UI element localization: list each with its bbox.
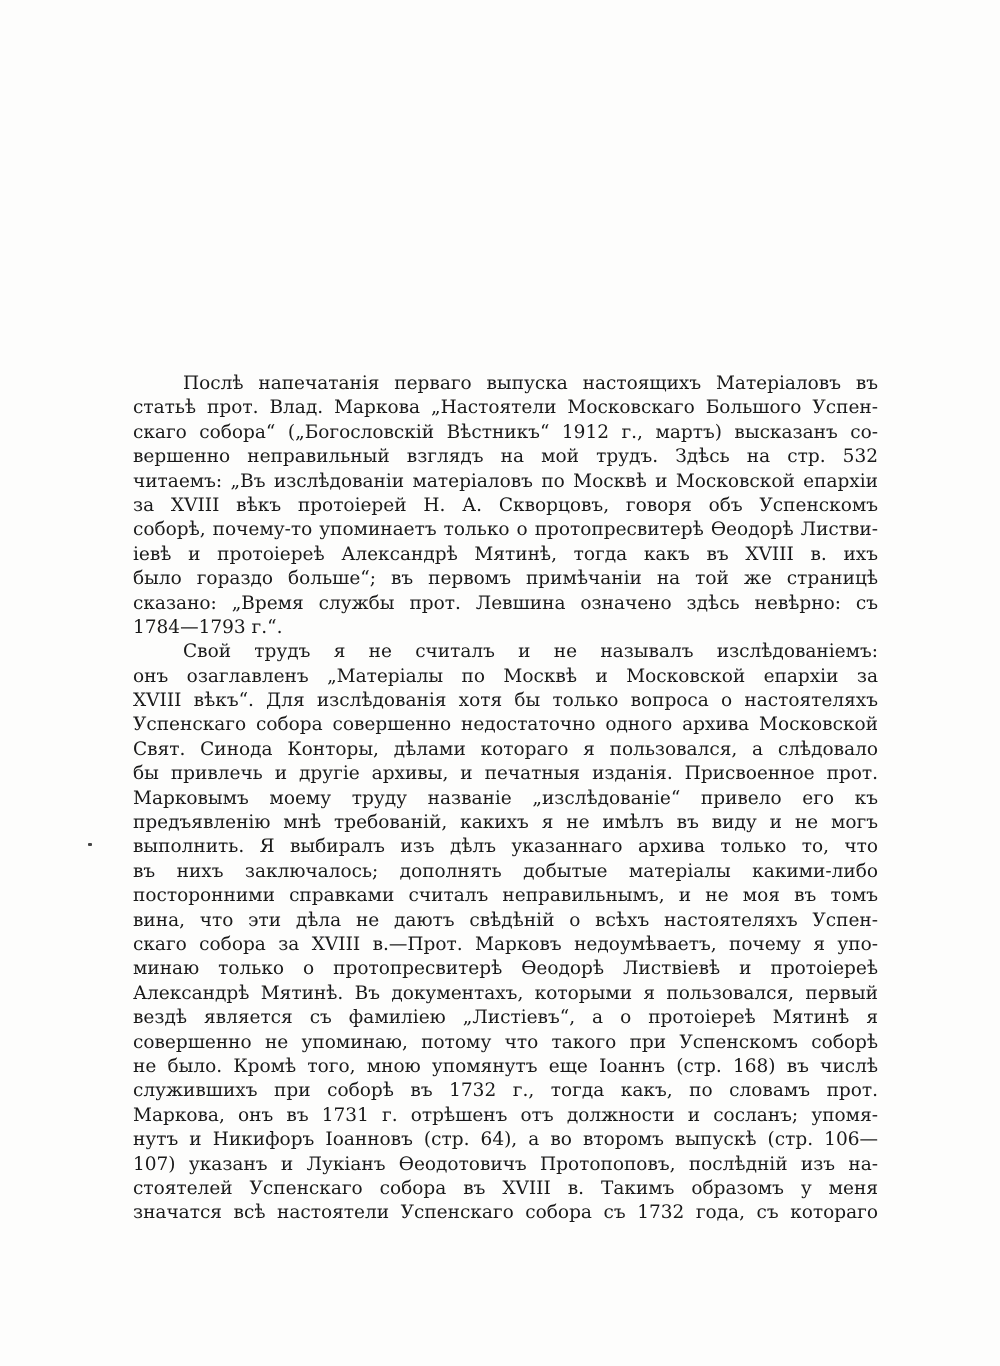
text-line: статьѣ прот. Влад. Маркова „Настоятели Московскаго Большого Успен- xyxy=(133,397,878,419)
text-line: было гораздо больше“; въ первомъ примѣчаніи на той же страницѣ xyxy=(133,568,878,590)
paragraph-1 xyxy=(133,372,878,640)
text-line: сказано: „Время службы прот. Левшина означено здѣсь невѣрно: съ xyxy=(133,592,878,614)
text-line: Марковымъ моему труду названіе „изслѣдованіе“ привело его къ xyxy=(133,787,878,809)
text-line: за XVIII вѣкъ протоіерей Н. А. Скворцовъ, говоря объ Успенскомъ xyxy=(133,494,878,516)
text-line: 1784—1793 г.“. xyxy=(133,616,283,638)
text-line: служившихъ при соборѣ въ 1732 г., тогда какъ, по словамъ прот. xyxy=(133,1080,878,1102)
text-line: нутъ и Никифоръ Іоанновъ (стр. 64), а во второмъ выпускѣ (стр. 106— xyxy=(133,1129,878,1151)
text-line: Александрѣ Мятинѣ. Въ документахъ, которыми я пользовался, первый xyxy=(133,982,878,1004)
text-line: минаю только о протопресвитерѣ Ѳеодорѣ Листвіевѣ и протоіереѣ xyxy=(133,958,878,980)
text-line: скаго собора за XVIII в.—Прот. Марковъ недоумѣваетъ, почему я упо- xyxy=(133,933,878,955)
text-line: Успенскаго собора совершенно недостаточно одного архива Московской xyxy=(133,714,878,736)
text-line: Маркова, онъ въ 1731 г. отрѣшенъ отъ должности и сосланъ; упомя- xyxy=(133,1104,878,1126)
text-line: вершенно неправильный взглядъ на мой трудъ. Здѣсь на стр. 532 xyxy=(133,446,878,468)
body-text xyxy=(133,372,878,1226)
text-line: стоятелей Успенскаго собора въ XVIII в. Такимъ образомъ у меня xyxy=(133,1177,878,1199)
text-line: вездѣ является съ фамиліею „Листіевъ“, а о протоіереѣ Мятинѣ я xyxy=(133,1007,878,1029)
text-line: Свой трудъ я не считалъ и не называлъ изслѣдованіемъ: xyxy=(183,641,878,663)
text-line: соборѣ, почему-то упоминаетъ только о протопресвитерѣ Ѳеодорѣ Листви- xyxy=(133,519,878,541)
text-line: читаемъ: „Въ изслѣдованіи матеріаловъ по Москвѣ и Московской епархіи xyxy=(133,470,878,492)
text-line: совершенно не упоминаю, потому что такого при Успенскомъ соборѣ xyxy=(133,1031,878,1053)
margin-mark xyxy=(88,843,92,846)
text-line: выполнить. Я выбиралъ изъ дѣлъ указаннаго архива только то, что xyxy=(133,836,878,858)
text-line: онъ озаглавленъ „Матеріалы по Москвѣ и Московской епархіи за xyxy=(133,665,878,687)
text-line: посторонними справками считалъ неправильнымъ, и не моя въ томъ xyxy=(133,885,878,907)
text-line: скаго собора“ („Богословскій Вѣстникъ“ 1912 г., мартъ) высказанъ со- xyxy=(133,421,878,443)
text-line: Послѣ напечатанія перваго выпуска настоящихъ Матеріаловъ въ xyxy=(183,373,878,394)
text-line: іевѣ и протоіереѣ Александрѣ Мятинѣ, тогда какъ въ XVIII в. ихъ xyxy=(133,543,878,565)
text-line: предъявленію мнѣ требованій, какихъ я не имѣлъ въ виду и не могъ xyxy=(133,812,878,834)
text-line: значатся всѣ настоятели Успенскаго собора съ 1732 года, съ котораго xyxy=(133,1202,878,1224)
text-line: не было. Кромѣ того, мною упомянутъ еще Іоаннъ (стр. 168) въ числѣ xyxy=(133,1055,878,1077)
text-line: XVIII вѣкъ“. Для изслѣдованія хотя бы только вопроса о настоятеляхъ xyxy=(133,690,878,712)
text-line: вина, что эти дѣла не даютъ свѣдѣній о всѣхъ настоятеляхъ Успен- xyxy=(133,909,878,931)
text-line: въ нихъ заключалось; дополнять добытые матеріалы какими-либо xyxy=(133,860,878,882)
text-line: 107) указанъ и Лукіанъ Ѳеодотовичъ Протопоповъ, послѣдній изъ на- xyxy=(133,1153,878,1175)
text-line: Свят. Синода Конторы, дѣлами котораго я пользовался, а слѣдовало xyxy=(133,738,878,760)
text-line: бы привлечь и другіе архивы, и печатныя изданія. Присвоенное прот. xyxy=(133,763,878,785)
paragraph-2 xyxy=(133,640,878,1225)
